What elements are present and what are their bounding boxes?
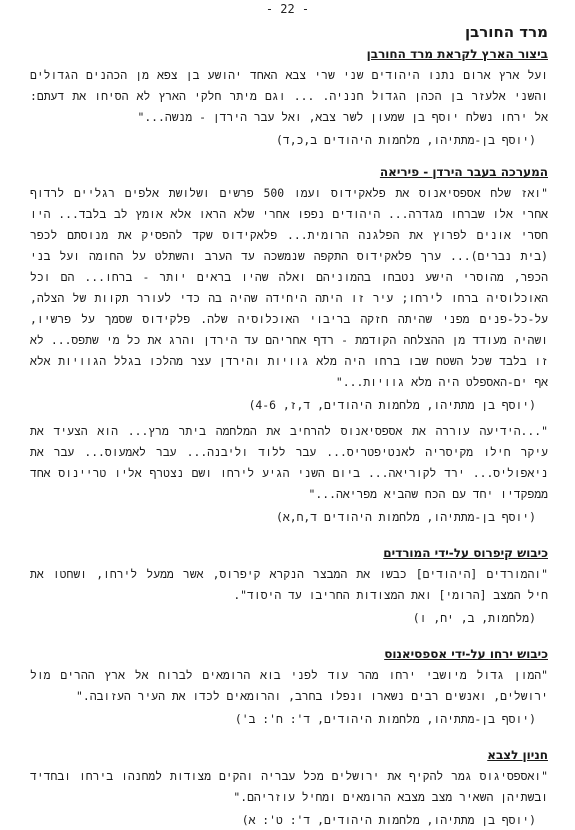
citation: (יוסף בן-מתתיהו, מלחמות היהודים ב,כ,ד) — [276, 133, 536, 147]
section-title: כיבוש קיפרוס על-ידי המורדים — [383, 546, 548, 560]
section-paragraph: "ואז שלח אספסיאנוס את פלאקידוס ועמו 500 פרשים ושלושת אלפים רגליים לרדוף אחרי אלו שברחו מגדרה... היהודים נפפו אחרי שלא הראו אלא אומץ לב בלבד... היו חסרי אונים לפרוץ את הפלגנה הרומית... פלאקידוס שקד להפסיק את מנוסתם לכפר (בית נברים)... ערך פלאקידוס התקפה שנמשכה עד הערב והשתלט על החומה ועל בני הכפר, מהוסרי הישע נטבחו בהמוניהם ואלה שהיו בראים יותר - ברחו... הם וכל האוכלוסיה ברחו לירחו; עיר זו היתה היחידה שהיה בה כדי לעורר תקוות של הצלה, על-כל-פנים מפני שהיתה חזקה בריבוי האוכלוסיה שלה. פלקידוס שסמך על פרשיו, ושהיה מעודד מן ההצלחה הקודמת - רדף אחריהם עד הירדן והרג את כל מי שתפס... לא זו בלבד שכל השטח שבו ברחו היה מלא גוויות והירדן עצר מהלכו בגלל הגוויות אלא אף ים-האספלט היה מלא גוויות..." — [30, 186, 548, 389]
section-paragraph: "...הידיעה עוררה את אספסיאנוס להרחיב את המלחמה ביתר מרץ... הוא הצעיד את עיקר חילו מקיסריה לאנטיפטריס... עבר ללוד וליבנה... עבר לאמעוס... עבר את ניאפוליס... ירד לקוריאה... ביום השני הגיע לירחו ושם נצטרף אליו טריינוס אחד ממפקדיו יחד עם הכח שהביא מפריאה..." — [30, 424, 548, 501]
section-cypros-conquest — [30, 545, 548, 628]
section-fortification — [30, 46, 548, 150]
section-title: חניון לצבא — [487, 748, 548, 762]
citation: (יוסף בן-מתתיהו, מלחמות היהודים ד,ח,א) — [276, 510, 536, 524]
section-title: כיבוש ירחו על-ידי אספסיאנוס — [384, 647, 548, 661]
citation: (יוסף בן מתתיהו, מלחמות היהודים, ד,ז, 4-6) — [248, 398, 536, 412]
section-title: ביצור הארץ לקראת מרד החורבן — [366, 47, 548, 61]
page-number: - 22 - — [265, 2, 310, 16]
citation: (יוסף בן-מתתיהו, מלחמות היהודים, ד': ח': ב') — [234, 712, 536, 726]
section-army-camp — [30, 747, 548, 830]
chapter-title: מרד החורבן — [464, 23, 548, 41]
section-vespasian-march — [30, 421, 548, 527]
section-paragraph: "ואספסיגוס גמר להקיף את ירושלים מכל עבריה והקים מצודות למחנהו בירחו ובחדיד ובשתיהן השאיר מצב מצבא הרומאים ומחיל עוזריהם." — [30, 769, 548, 804]
section-transjordan-campaign — [30, 164, 548, 415]
section-paragraph: "והמורדים [היהודים] כבשו את המבצר הנקרא קיפרוס, אשר ממעל לירחו, ושחטו את חיל המצב [הרומי] ואת המצודות החריבו עד היסוד". — [30, 567, 548, 602]
section-jericho-conquest — [30, 646, 548, 729]
section-title: המערכה בעבר הירדן - פיריאה — [379, 165, 548, 179]
section-paragraph: "המון גדול מיושבי ירחו מהר עוד לפני בוא הרומאים לברוח אל ארץ ההרים מול ירושלים, ואנשים רבים נשארו ונפלו בחרב, והרומאים לכדו את העיר העזובה." — [30, 668, 548, 703]
section-paragraph: ועל ארץ ארום נתנו היהודים שני שרי צבא האחד יהושע בן צפא מן הכהנים הגדולים והשני אלעזר בן הכהן הגדול חנניה. ... וגם מיתר חלקי הארץ לא הסיחו את דעתם: אל ירחו נשלח יוסף בן שמעון לשר צבא, ואל עבר הירדן - מנשה..." — [30, 68, 548, 124]
page-content — [30, 22, 548, 830]
citation: (מלחמות, ב, יח, ו) — [412, 611, 536, 625]
citation: (יוסף בן מתתיהו, מלחמות היהודים, ד': ט': א) — [241, 813, 536, 827]
